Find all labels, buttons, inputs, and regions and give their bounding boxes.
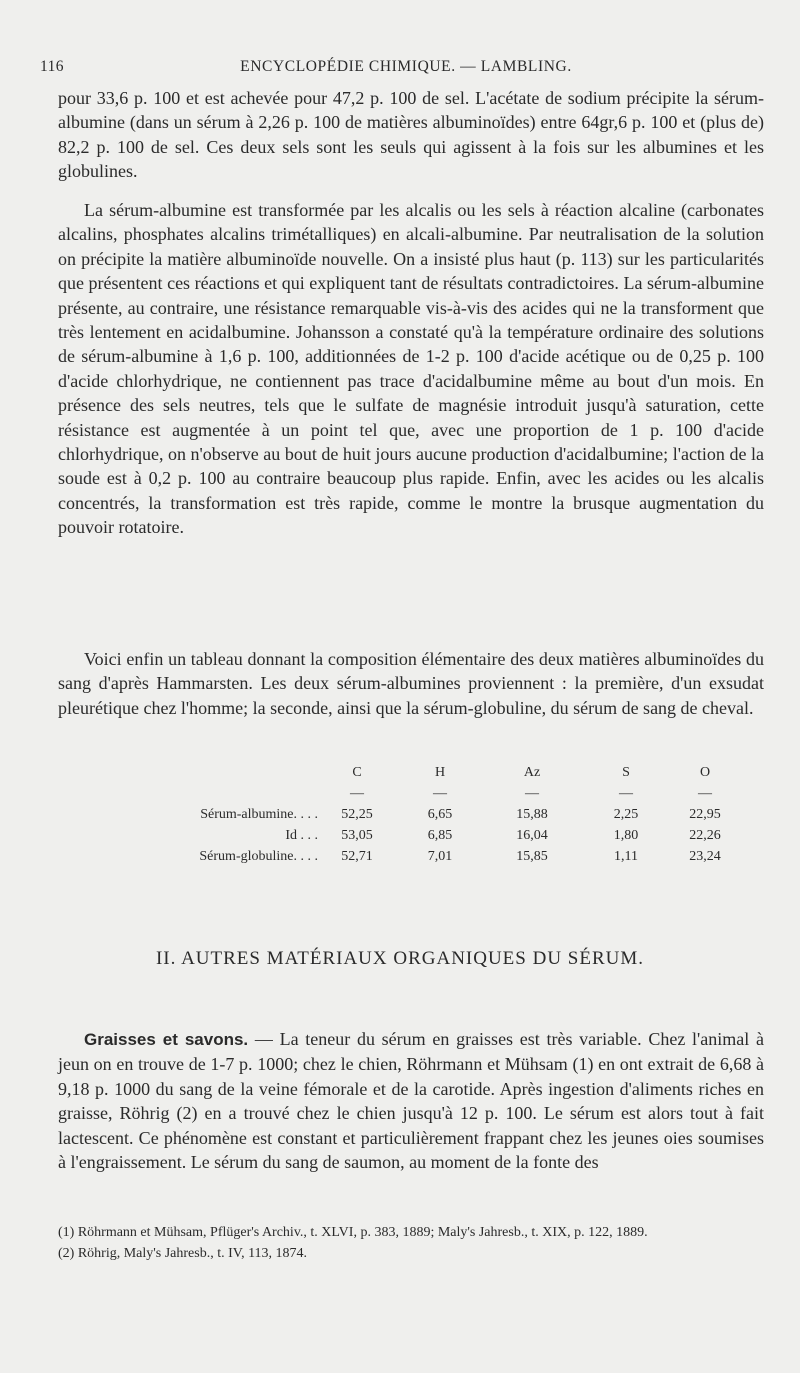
table-header-cell: Az xyxy=(523,765,541,780)
table-cell: 6,85 xyxy=(427,828,453,843)
table-cell: 23,24 xyxy=(689,849,721,864)
table-dash: — xyxy=(525,786,539,801)
paragraph-table-intro xyxy=(58,647,764,720)
table-row xyxy=(140,846,721,867)
table-cell: 52,25 xyxy=(341,807,373,822)
running-title: ENCYCLOPÉDIE CHIMIQUE. — LAMBLING. xyxy=(240,58,572,75)
table-row-label: Id . . . xyxy=(285,828,318,843)
footnotes xyxy=(58,1222,764,1264)
table-cell: 16,04 xyxy=(516,828,548,843)
table-row xyxy=(140,825,721,846)
table-header-cell: C xyxy=(352,765,362,780)
table-dash: — xyxy=(619,786,633,801)
table-cell: 22,26 xyxy=(689,828,721,843)
table-cell: 7,01 xyxy=(427,849,453,864)
table-row xyxy=(140,804,721,825)
table-header-cell: O xyxy=(699,765,711,780)
paragraph-graisses xyxy=(58,1027,764,1174)
paragraph-alkali xyxy=(58,198,764,540)
table-header-row xyxy=(140,762,711,783)
table-cell: 15,85 xyxy=(516,849,548,864)
paragraph-4 xyxy=(58,1027,764,1174)
table-header-cell: H xyxy=(434,765,446,780)
table-row-label: Sérum-globuline. . . . xyxy=(199,849,318,864)
footnote-2: (2) Röhrig, Maly's Jahresb., t. IV, 113, 1874. xyxy=(58,1246,308,1261)
table-cell: 1,11 xyxy=(614,849,638,864)
table-cell: 22,95 xyxy=(689,807,721,822)
paragraph-3: Voici enfin un tableau donnant la composition élémentaire des deux matières albuminoïdes du sang d'après Hammarsten. Les deux sérum-albumines proviennent : la première, d'un exsudat pleurétique chez l'homme; la seconde, ainsi que la sérum-globuline, du sérum de sang de cheval. xyxy=(58,649,764,718)
table-cell: 1,80 xyxy=(613,828,639,843)
footnote-1: (1) Röhrmann et Mühsam, Pflüger's Archiv., t. XLVI, p. 383, 1889; Maly's Jahresb., t. XIX, p. 122, 1889. xyxy=(58,1225,648,1240)
table-dash: — xyxy=(350,786,364,801)
table-cell: 53,05 xyxy=(341,828,373,843)
composition-table xyxy=(140,762,721,867)
table-row-label: Sérum-albumine. . . . xyxy=(200,807,318,822)
paragraph-1: pour 33,6 p. 100 et est achevée pour 47,2 p. 100 de sel. L'acétate de sodium précipite la sérum-albumine (dans un sérum à 2,26 p. 100 de matières albuminoïdes) entre 64gr,6 p. 100 et (plus de) 82,2 p. 100 de sel. Ces deux sels sont les seuls qui agissent à la fois sur les albumines et les globulines. xyxy=(58,88,764,182)
page-number: 116 xyxy=(40,58,64,75)
table-cell: 52,71 xyxy=(341,849,373,864)
section-title: II. AUTRES MATÉRIAUX ORGANIQUES DU SÉRUM. xyxy=(155,948,645,969)
table-dash-row xyxy=(140,783,712,804)
paragraph-salts xyxy=(58,86,764,184)
paragraph-2: La sérum-albumine est transformée par les alcalis ou les sels à réaction alcaline (carbonates alcalins, phosphates alcalins trimétalliques) en alcali-albumine. Par neutralisation de la solution on précipite la matière albuminoïde nouvelle. On a insisté plus haut (p. 113) sur les particularités que présentent ces réactions et qui expliquent tant de résultats contradictoires. La sérum-albumine présente, au contraire, une résistance remarquable vis-à-vis des acides qui ne la transforment que très lentement en acidalbumine. Johansson a constaté qu'à la température ordinaire des solutions de sérum-albumine à 1,6 p. 100, additionnées de 1-2 p. 100 d'acide acétique ou de 0,25 p. 100 d'acide chlorhydrique, ne contiennent pas trace d'acidalbumine même au bout d'un mois. En présence des sels neutres, tels que le sulfate de magnésie introduit jusqu'à saturation, cette résistance est augmentée à un point tel que, avec une proportion de 1 p. 100 d'acide chlorhydrique, on n'observe au bout de huit jours aucune production d'acidalbumine; l'action de la soude est à 0,2 p. 100 au contraire beaucoup plus rapide. Enfin, avec les acides ou les alcalis concentrés, la transformation est très rapide, comme le montre la brusque augmentation du pouvoir rotatoire. xyxy=(58,200,764,538)
page-header xyxy=(40,58,772,82)
paragraph-lead: Graisses et savons. xyxy=(84,1030,249,1049)
table-cell: 2,25 xyxy=(613,807,639,822)
table-dash: — xyxy=(698,786,712,801)
table-header-cell: S xyxy=(622,765,630,780)
paragraph-4-text: — La teneur du sérum en graisses est très variable. Chez l'animal à jeun on en trouve de 1-7 p. 1000; chez le chien, Röhrmann et Mühsam (1) en ont extrait de 6,68 à 9,18 p. 1000 du sang de la veine fémorale et de la carotide. Après ingestion d'aliments riches en graisse, Röhrig (2) en a trouvé chez le chien jusqu'à 12 p. 100. Le sérum est alors tout à fait lactescent. Ce phénomène est constant et particulièrement frappant chez les jeunes oies soumises à l'engraissement. Le sérum du sang de saumon, au moment de la fonte des xyxy=(58,1029,764,1173)
table-dash: — xyxy=(433,786,447,801)
table-cell: 15,88 xyxy=(516,807,548,822)
table-cell: 6,65 xyxy=(427,807,453,822)
